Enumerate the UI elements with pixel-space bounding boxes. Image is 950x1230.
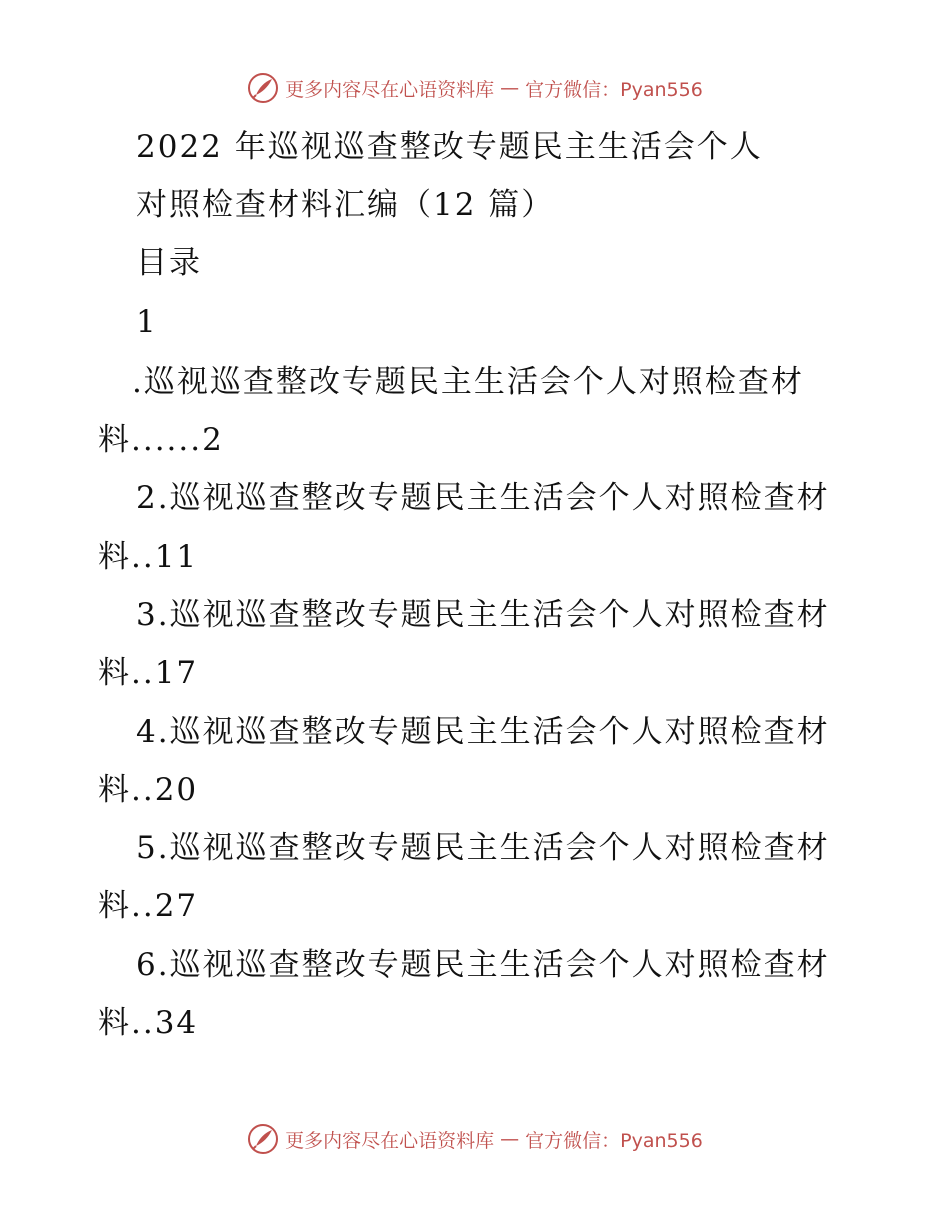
- watermark-wechat: 官方微信：Pyan556: [525, 1129, 703, 1152]
- document-title-line-2: 对照检查材料汇编（12 篇）: [136, 187, 555, 223]
- watermark-text: 更多内容尽在心语资料库: [285, 78, 495, 101]
- toc-entry-1-line-b: 料......2: [98, 422, 224, 458]
- toc-entry-5-line-a: 5.巡视巡查整改专题民主生活会个人对照检查材: [136, 830, 830, 866]
- toc-entry-4-line-b: 料..20: [98, 772, 199, 808]
- watermark-wechat: 官方微信：Pyan556: [525, 78, 703, 101]
- toc-entry-5-line-b: 料..27: [98, 888, 199, 924]
- toc-entry-4-line-a: 4.巡视巡查整改专题民主生活会个人对照检查材: [136, 714, 830, 750]
- toc-entry-3-line-a: 3.巡视巡查整改专题民主生活会个人对照检查材: [136, 597, 830, 633]
- toc-entry-2-line-b: 料..11: [98, 539, 199, 575]
- toc-entry-6-line-a: 6.巡视巡查整改专题民主生活会个人对照检查材: [136, 947, 830, 983]
- toc-first-number: 1: [136, 304, 158, 340]
- toc-entry-1-line-a: .巡视巡查整改专题民主生活会个人对照检查材: [132, 364, 804, 400]
- toc-heading: 目录: [136, 245, 202, 281]
- watermark-separator: —: [500, 77, 520, 99]
- watermark-text: 更多内容尽在心语资料库: [285, 1129, 495, 1152]
- watermark-separator: —: [500, 1128, 520, 1150]
- feather-pen-logo-icon: [247, 72, 279, 104]
- header-watermark: [0, 72, 950, 104]
- feather-pen-logo-icon: [247, 1123, 279, 1155]
- document-title-line-1: 2022 年巡视巡查整改专题民主生活会个人: [136, 129, 763, 165]
- footer-watermark: [0, 1123, 950, 1155]
- toc-entry-2-line-a: 2.巡视巡查整改专题民主生活会个人对照检查材: [136, 480, 830, 516]
- toc-entry-6-line-b: 料..34: [98, 1005, 199, 1041]
- toc-entry-3-line-b: 料..17: [98, 655, 199, 691]
